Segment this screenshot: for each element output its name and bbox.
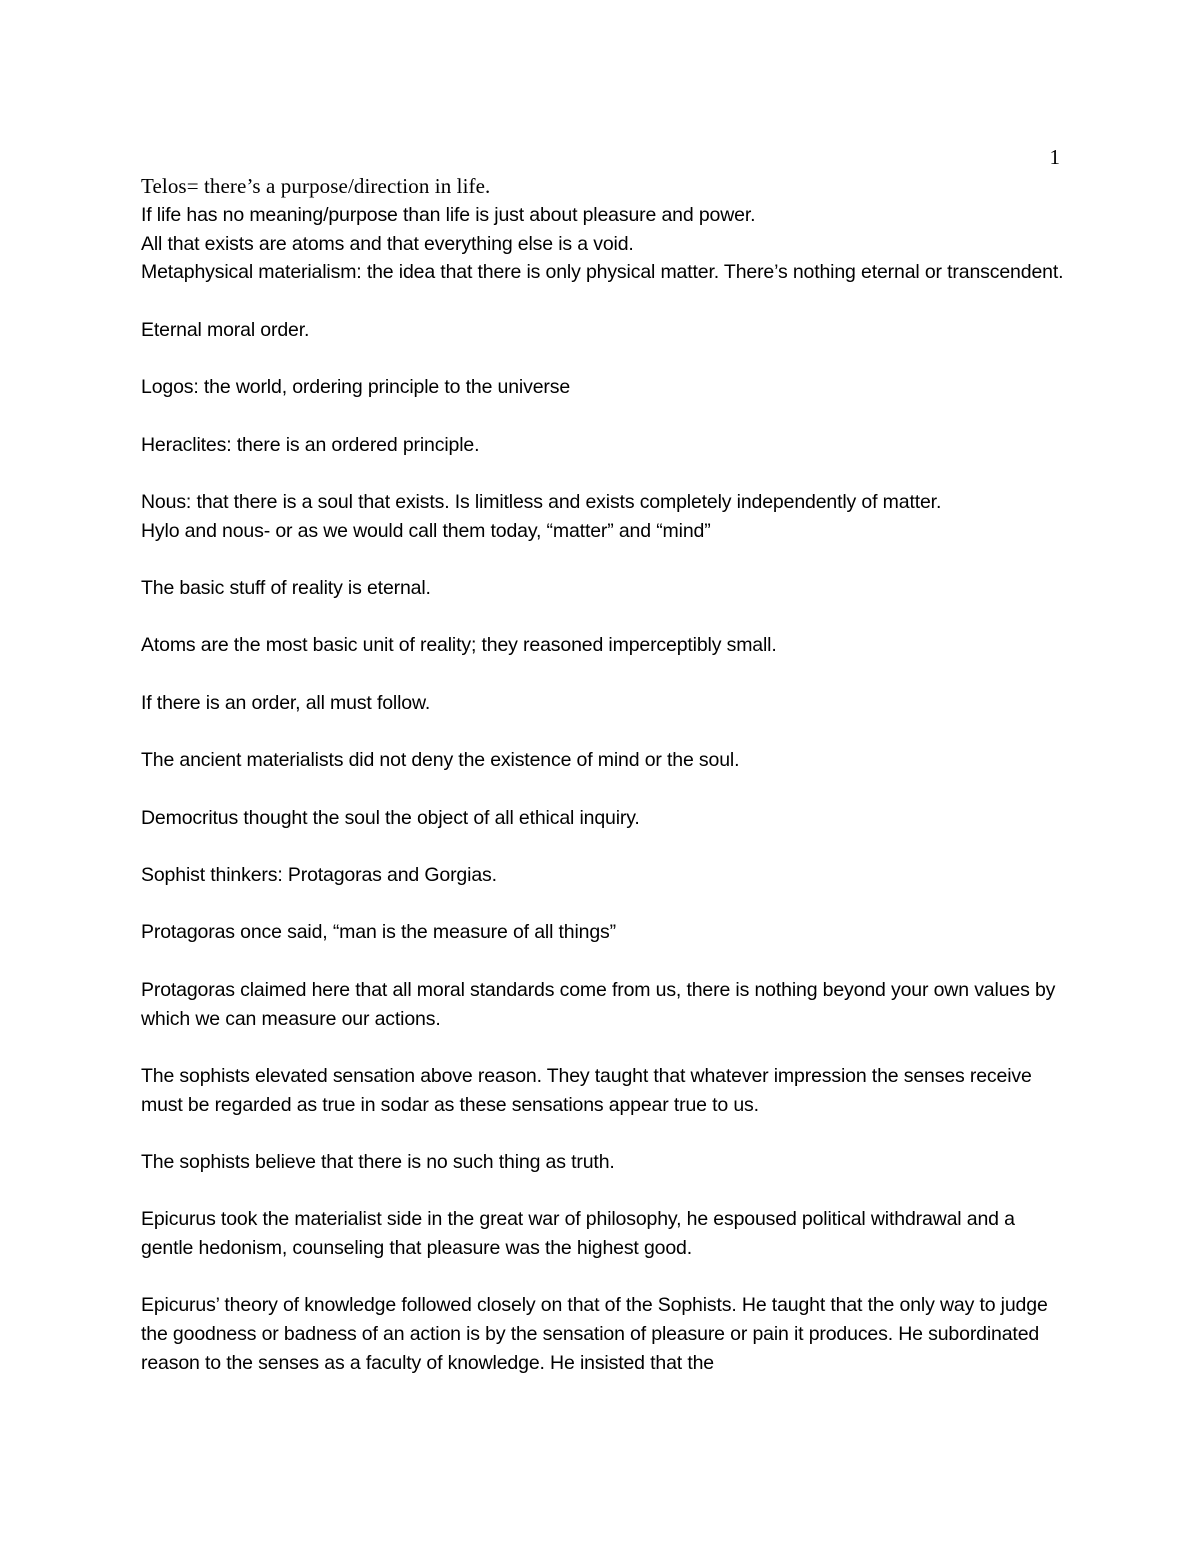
paragraph: The basic stuff of reality is eternal.: [141, 577, 431, 600]
paragraph: Epicurus’ theory of knowledge followed closely on that of the Sophists. He taught that the only way to judge the goodness or badness of an action is by the sensation of pleasure or pain it produces. He subordinated reason to the senses as a faculty of knowledge. He insisted that the: [141, 1294, 1048, 1374]
paragraph: Epicurus took the materialist side in the great war of philosophy, he espoused political withdrawal and a gentle hedonism, counseling that pleasure was the highest good.: [141, 1208, 1015, 1260]
paragraph: Atoms are the most basic unit of reality; they reasoned imperceptibly small.: [141, 634, 777, 657]
paragraph: All that exists are atoms and that everything else is a void.: [141, 232, 634, 255]
paragraph: Nous: that there is a soul that exists. Is limitless and exists completely independently of matter.: [141, 490, 942, 513]
paragraph: Protagoras once said, “man is the measure of all things”: [141, 921, 617, 944]
paragraph: Hylo and nous- or as we would call them today, “matter” and “mind”: [141, 519, 711, 542]
document-title: Telos= there’s a purpose/direction in life.: [141, 174, 491, 198]
paragraph: Heraclites: there is an ordered principle.: [141, 433, 480, 456]
paragraph: The ancient materialists did not deny the existence of mind or the soul.: [141, 749, 740, 772]
paragraph: Sophist thinkers: Protagoras and Gorgias.: [141, 864, 497, 887]
paragraph: Logos: the world, ordering principle to the universe: [141, 376, 571, 399]
paragraph: Metaphysical materialism: the idea that there is only physical matter. There’s nothing eternal or transcendent.: [141, 261, 1064, 284]
paragraph: The sophists elevated sensation above reason. They taught that whatever impression the senses receive must be regarded as true in sodar as these sensations appear true to us.: [141, 1064, 1032, 1116]
paragraph: Eternal moral order.: [141, 318, 310, 341]
paragraph: If life has no meaning/purpose than life is just about pleasure and power.: [141, 204, 756, 226]
page-number: 1: [1049, 145, 1060, 169]
paragraph: Democritus thought the soul the object of all ethical inquiry.: [141, 806, 640, 829]
document-body: [141, 172, 1071, 1378]
paragraph: The sophists believe that there is no such thing as truth.: [141, 1150, 615, 1173]
paragraph: Protagoras claimed here that all moral standards come from us, there is nothing beyond your own values by which we can measure our actions.: [141, 978, 1056, 1030]
paragraph-list: [141, 201, 1071, 1378]
paragraph: If there is an order, all must follow.: [141, 691, 431, 714]
